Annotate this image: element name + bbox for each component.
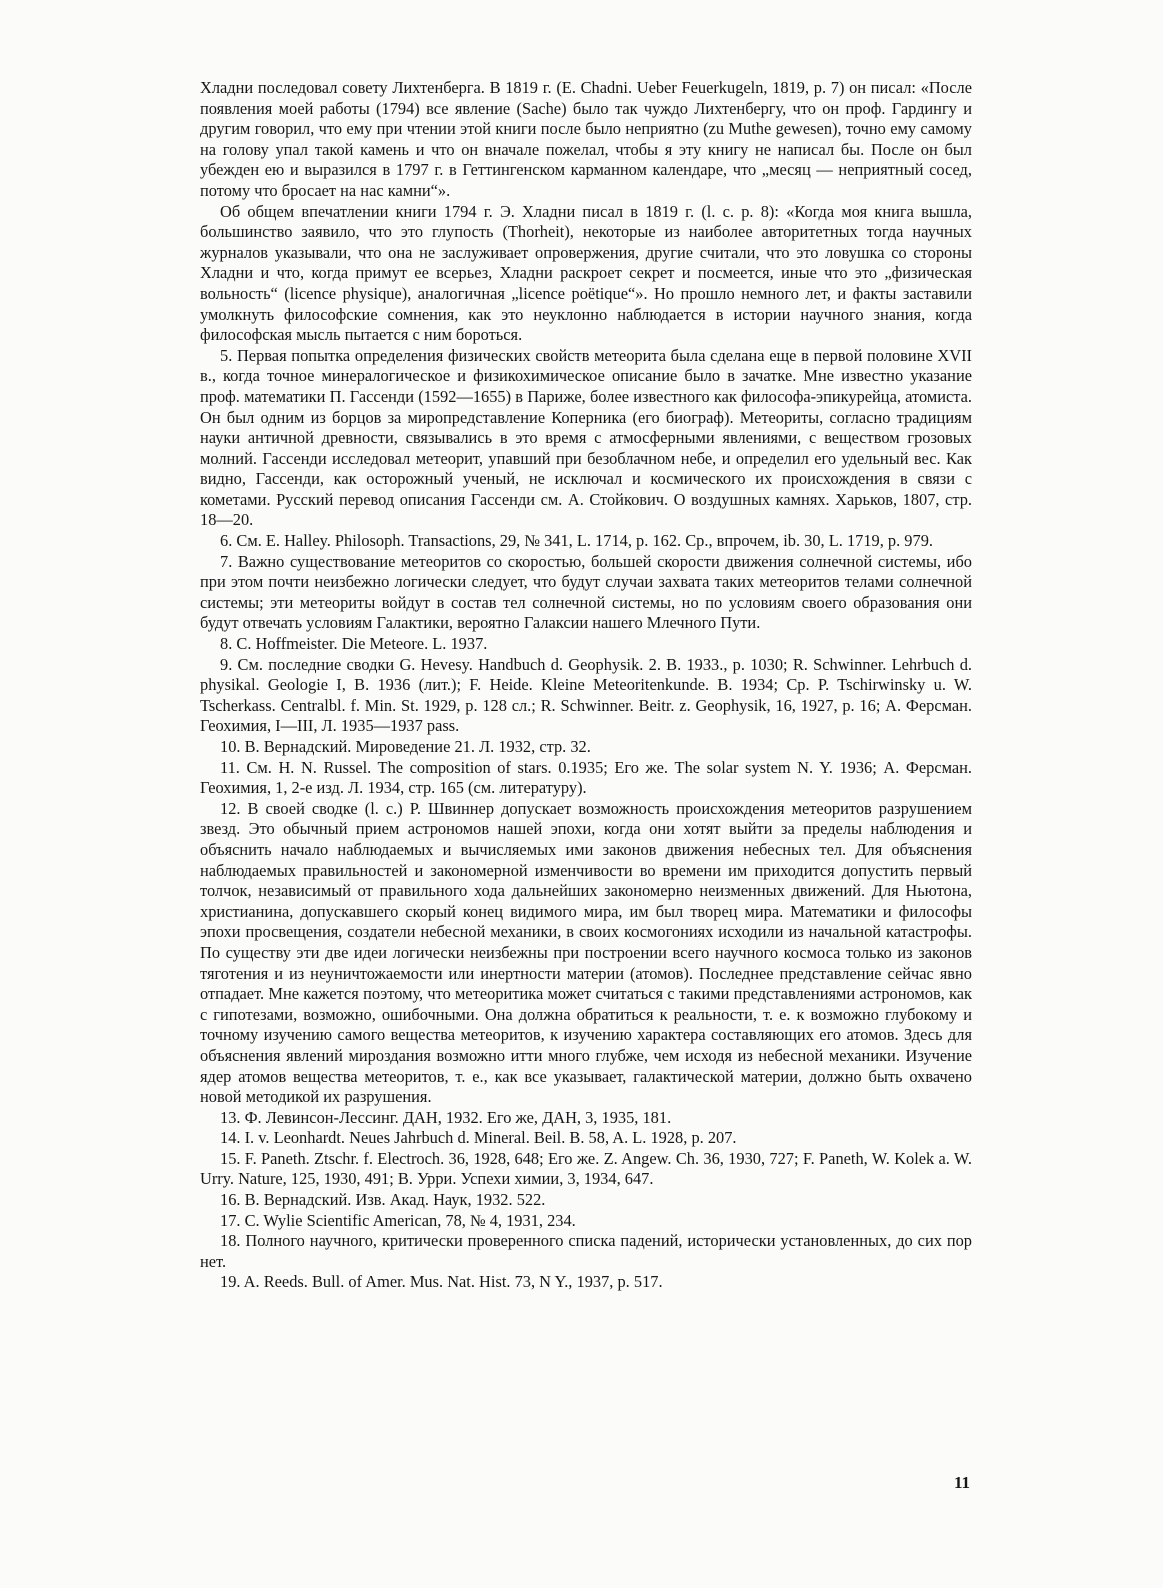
note-14: 14. I. v. Leonhardt. Neues Jahrbuch d. Mineral. Beil. B. 58, A. L. 1928, p. 207. [220,1128,737,1148]
paragraph-chladni-impression: Об общем впечатлении книги 1794 г. Э. Хладни писал в 1819 г. (l. c. p. 8): «Когда моя книга вышла, большинство заявило, что это глупость (Thorheit), некоторые из наиболее авторитетных тогда научных журналов указывали, что она не заслуживает опровержения, другие считали, что это ловушка со стороны Хладни и что, когда примут ее всерьез, Хладни раскроет секрет и посмеется, иные что это „физическая вольность“ (licence physique), аналогичная „licence poëtique“». Но прошло немного лет, и факты заставили умолкнуть философские сомнения, как это неуклонно наблюдается в истории научного знания, когда философская мысль пытается с ним бороться. [200,201,972,345]
note-12: 12. В своей сводке (l. c.) Р. Швиннер допускает возможность происхождения метеоритов разрушением звезд. Это обычный прием астрономов нашей эпохи, когда они хотят выйти за пределы наблюдения и объяснить начало наблюдаемых и вычисляемых ими законов движения небесных тел. Для объяснения наблюдаемых правильностей и закономерной изменчивости во времени им приходится допустить первый толчок, независимый от правильного хода дальнейших закономерно неизменных движений. Для Ньютона, христианина, допускавшего скорый конец видимого мира, им был творец мира. Математики и философы эпохи просвещения, создатели небесной механики, в своих космогониях исходили из начальной катастрофы. По существу эти две идеи логически неизбежны при построении всего научного космоса только из законов тяготения и из неуничтожаемости или инертности материи (атомов). Последнее представление сейчас явно отпадает. Мне кажется поэтому, что метеоритика может считаться с такими представлениями астрономов, как с гипотезами, возможно, ошибочными. Она должна обратиться к реальности, т. е. к возможно глубокому и точному изучению самого вещества метеоритов, к изучению характера составляющих его атомов. Здесь для объяснения явлений мироздания возможно итти много глубже, чем исходя из небесной механики. Изучение ядер атомов вещества метеоритов, т. е., как все указывает, галактической материи, должно быть охвачено новой методикой их разрушения. [200,798,972,1107]
note-9: 9. См. последние сводки G. Hevesy. Handbuch d. Geophysik. 2. B. 1933., p. 1030; R. Schwinner. Lehrbuch d. physikal. Geologie I, B. 1936 (лит.); F. Heide. Kleine Meteoritenkunde. B. 1934; Cp. P. Tschirwinsky u. W. Tscherkass. Centralbl. f. Min. St. 1929, p. 128 сл.; R. Schwinner. Beitr. z. Geophysik, 16, 1927, p. 16; А. Ферсман. Геохимия, I—III, Л. 1935—1937 pass. [200,654,972,736]
paragraph-chladni-lichtenberg: Хладни последовал совету Лихтенберга. В 1819 г. (E. Chadni. Ueber Feuerkugeln, 1819, p. 7) он писал: «После появления моей работы (1794) все явление (Sache) было так чуждо Лихтенбергу, что он проф. Гардингу и другим говорил, что ему при чтении этой книги после было неприятно (zu Muthe gewesen), точно ему самому на голову упал такой камень и что он вначале пожелал, чтобы я эту книгу не написал бы. После он был убежден ею и выразился в 1797 г. в Геттингенском карманном календаре, что „месяц — неприятный сосед, потому что бросает на нас камни“». [200,78,972,200]
page-body [200,78,972,1293]
note-13: 13. Ф. Левинсон-Лессинг. ДАН, 1932. Его же, ДАН, 3, 1935, 181. [220,1107,672,1127]
note-17: 17. C. Wylie Scientific American, 78, № 4, 1931, 234. [220,1210,576,1230]
note-19: 19. A. Reeds. Bull. of Amer. Mus. Nat. Hist. 73, N Y., 1937, p. 517. [220,1272,663,1292]
page-number: 11 [954,1473,971,1492]
note-6: 6. См. E. Halley. Philosoph. Transactions, 29, № 341, L. 1714, p. 162. Ср., впрочем, ib. 30, L. 1719, p. 979. [220,531,933,551]
note-11: 11. См. H. N. Russel. The composition of stars. 0.1935; Его же. The solar system N. Y. 1936; А. Ферсман. Геохимия, 1, 2-е изд. Л. 1934, стр. 165 (см. литературу). [200,757,972,798]
note-8: 8. C. Hoffmeister. Die Meteore. L. 1937. [220,634,488,654]
note-18: 18. Полного научного, критически проверенного списка падений, исторически установленных, до сих пор нет. [200,1231,972,1271]
note-5: 5. Первая попытка определения физических свойств метеорита была сделана еще в первой половине XVII в., когда точное минералогическое и физикохимическое описание было в зачатке. Мне известно указание проф. математики П. Гассенди (1592—1655) в Париже, более известного как философа-эпикурейца, атомиста. Он был одним из борцов за миропредставление Коперника (его биограф). Метеориты, согласно традициям науки античной древности, связывались в это время с атмосферными явлениями, с веществом грозовых молний. Гассенди исследовал метеорит, упавший при безоблачном небе, и определил его удельный вес. Как видно, Гассенди, как осторожный ученый, не исключал и космического их происхождения в связи с кометами. Русский перевод описания Гассенди см. А. Стойкович. О воздушных камнях. Харьков, 1807, стр. 18—20. [200,345,972,530]
note-16: 16. В. Вернадский. Изв. Акад. Наук, 1932. 522. [220,1190,546,1210]
note-7: 7. Важно существование метеоритов со скоростью, большей скорости движения солнечной системы, ибо при этом почти неизбежно логически следует, что будут случаи захвата таких метеоритов телами солнечной системы; эти метеориты войдут в состав тел солнечной системы, но по условиям своего образования они будут отвечать условиям Галактики, вероятно Галаксии нашего Млечного Пути. [200,551,972,633]
note-15: 15. F. Paneth. Ztschr. f. Electroch. 36, 1928, 648; Его же. Z. Angew. Ch. 36, 1930, 727; F. Paneth, W. Kolek a. W. Urry. Nature, 125, 1930, 491; В. Урри. Успехи химии, 3, 1934, 647. [200,1148,972,1189]
note-10: 10. В. Вернадский. Мироведение 21. Л. 1932, стр. 32. [220,737,591,756]
